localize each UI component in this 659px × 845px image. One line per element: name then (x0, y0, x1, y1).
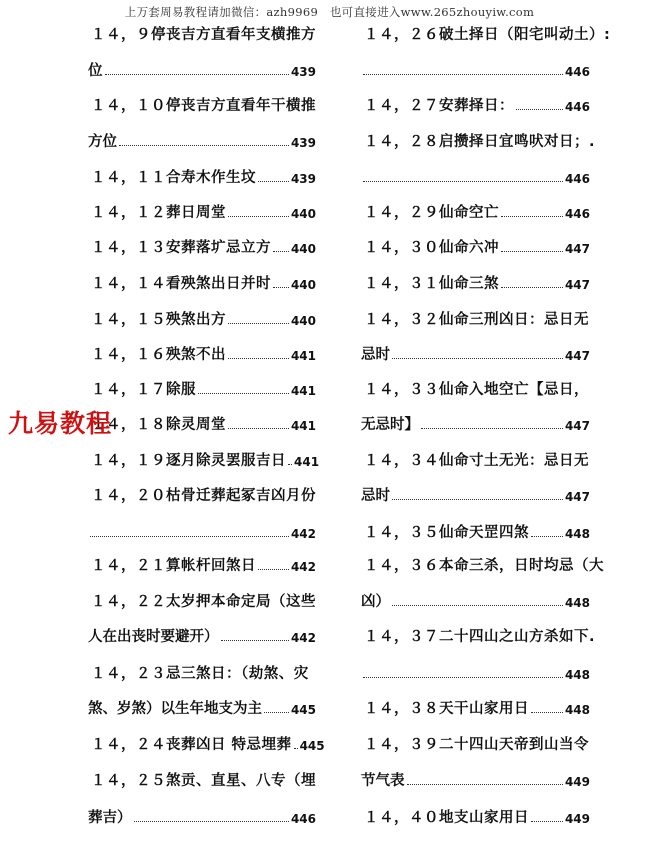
toc-entry-text: １４，２０枯骨迁葬起冢吉凶月份 (91, 488, 316, 504)
leader-dots (228, 216, 289, 217)
page-number: 448 (564, 668, 590, 682)
leader-dots (119, 145, 289, 146)
toc-entry-text: １４，３１仙命三煞 (364, 276, 499, 292)
toc-entry-text: １４，３６本命三杀，日时均忌（大 (364, 558, 604, 574)
toc-entry-text: １４，３３仙命入地空亡【忌日， (364, 382, 589, 398)
toc-line (361, 803, 590, 827)
page-number: 439 (290, 172, 316, 186)
leader-dots (228, 323, 289, 324)
toc-entry-text: 节气表 (361, 773, 405, 789)
page-number: 445 (299, 739, 325, 753)
watermark: 九易教程 (8, 409, 113, 438)
leader-dots (501, 216, 563, 217)
page-header: 上万套周易教程请加微信：azh9969 也可直接进入www.265zhouyiw.com (124, 5, 535, 19)
leader-dots (288, 464, 292, 465)
page-number: 439 (290, 136, 316, 150)
page-number: 442 (290, 560, 316, 574)
toc-line (88, 375, 316, 399)
toc-entry-text: １４，２４丧葬凶日 特忌埋葬 (91, 737, 292, 753)
page-number: 448 (564, 596, 590, 610)
leader-dots (501, 287, 563, 288)
page-number: 441 (290, 419, 316, 433)
toc-line (361, 91, 590, 115)
toc-entry-text: １４，２８启攒择日宜鸣吠对日；. (364, 134, 596, 150)
leader-dots (407, 784, 563, 785)
page-number: 446 (564, 172, 590, 186)
toc-entry-text: 葬吉） (88, 810, 132, 826)
toc-entry-text: 方位 (88, 134, 117, 150)
toc-entry-text: １４，４０地支山家用日 (364, 810, 529, 826)
toc-entry-text: １４，１３安葬落圹忌立方 (91, 240, 271, 256)
leader-dots (421, 428, 563, 429)
toc-line (88, 56, 316, 80)
toc-line (361, 659, 590, 683)
leader-dots (273, 287, 289, 288)
toc-line (361, 198, 590, 222)
page-number: 440 (290, 207, 316, 221)
toc-entry-text: １４，２６破土择日（阳宅叫动土）: (364, 27, 611, 43)
toc-entry-text: １４，３９二十四山天帝到山当令 (364, 737, 589, 753)
page-number: 447 (564, 349, 590, 363)
toc-line (361, 233, 590, 257)
toc-line (88, 305, 316, 329)
page-number: 440 (290, 314, 316, 328)
page-number: 442 (290, 631, 316, 645)
leader-dots (363, 677, 563, 678)
toc-entry-text: １４，１６殃煞不出 (91, 347, 226, 363)
toc-line (88, 587, 316, 611)
toc-entry-text: 忌时 (361, 347, 390, 363)
toc-line (361, 446, 590, 470)
page-number: 448 (564, 527, 590, 541)
toc-line (361, 730, 590, 754)
toc-line (88, 766, 316, 790)
toc-line (88, 198, 316, 222)
leader-dots (228, 358, 289, 359)
leader-dots (363, 181, 563, 182)
page-number: 447 (564, 242, 590, 256)
leader-dots (273, 251, 289, 252)
toc-entry-text: 凶） (361, 594, 390, 610)
toc-line (88, 233, 316, 257)
toc-entry-text: 位 (88, 63, 103, 79)
toc-entry-text: 无忌时】 (361, 417, 419, 433)
leader-dots (105, 74, 289, 75)
leader-dots (392, 499, 563, 500)
page-number: 446 (564, 65, 590, 79)
toc-line (361, 340, 590, 364)
toc-line (361, 518, 590, 542)
leader-dots (363, 74, 563, 75)
leader-dots (501, 251, 563, 252)
toc-line (88, 518, 316, 542)
page-number: 439 (290, 65, 316, 79)
leader-dots (392, 358, 563, 359)
toc-line (88, 269, 316, 293)
toc-line (88, 803, 316, 827)
toc-line (361, 766, 590, 790)
leader-dots (516, 109, 563, 110)
toc-line (88, 694, 316, 718)
toc-line (88, 551, 316, 575)
page-number: 441 (290, 384, 316, 398)
toc-line (88, 163, 316, 187)
toc-entry-text: １４，３８天干山家用日 (364, 701, 529, 717)
leader-dots (258, 181, 289, 182)
leader-dots (531, 712, 563, 713)
toc-line (361, 622, 596, 646)
toc-entry-text: １４，２２太岁押本命定局（这些 (91, 594, 316, 610)
toc-line (88, 20, 316, 44)
toc-entry-text: １４，１８除灵周堂 (91, 417, 226, 433)
toc-line (361, 20, 611, 44)
toc-entry-text: １４，１７除服 (91, 382, 196, 398)
toc-entry-text: １４，３０仙命六冲 (364, 240, 499, 256)
toc-entry-text: １４，２７安葬择日： (364, 98, 514, 114)
toc-line (361, 56, 590, 80)
toc-line (361, 305, 590, 329)
toc-line (361, 694, 590, 718)
toc-entry-text: １４，３２仙命三刑凶日：忌日无 (364, 312, 589, 328)
page-number: 445 (290, 703, 316, 717)
toc-line (88, 481, 316, 505)
toc-line (361, 375, 590, 399)
leader-dots (258, 569, 289, 570)
toc-entry-text: 忌时 (361, 488, 390, 504)
toc-line (88, 659, 316, 683)
toc-line (361, 163, 590, 187)
leader-dots (392, 605, 563, 606)
page-number: 447 (564, 278, 590, 292)
toc-line (88, 622, 316, 646)
leader-dots (264, 712, 289, 713)
toc-entry-text: １４，９停丧吉方直看年支横推方 (91, 27, 316, 43)
toc-line (88, 91, 316, 115)
page-number: 441 (290, 349, 316, 363)
toc-line (88, 730, 325, 754)
page-number: 446 (564, 100, 590, 114)
toc-entry-text: １４，１９逐月除灵罢服吉日 (91, 453, 286, 469)
toc-line (361, 587, 590, 611)
page-number: 442 (290, 527, 316, 541)
page-number: 449 (564, 775, 590, 789)
toc-entry-text: １４，２３忌三煞日：（劫煞、灾 (91, 666, 309, 682)
page-number: 447 (564, 419, 590, 433)
toc-line (361, 410, 590, 434)
toc-line (361, 127, 596, 151)
toc-entry-text: １４，１５殃煞出方 (91, 312, 226, 328)
page-number: 441 (294, 455, 320, 469)
page-number: 440 (290, 242, 316, 256)
toc-entry-text: １４，１０停丧吉方直看年干横推 (91, 98, 316, 114)
toc-entry-text: １４，１１合寿木作生坟 (91, 170, 256, 186)
leader-dots (228, 428, 289, 429)
toc-entry-text: １４，２５煞贡、直星、八专（埋 (91, 773, 316, 789)
page-number: 448 (564, 703, 590, 717)
toc-entry-text: 煞、岁煞）以生年地支为主 (88, 701, 262, 717)
page-number: 446 (564, 207, 590, 221)
toc-line (88, 127, 316, 151)
page-number: 446 (290, 812, 316, 826)
toc-entry-text: １４，２９仙命空亡 (364, 205, 499, 221)
toc-entry-text: １４，２１算帐杆回煞日 (91, 558, 256, 574)
leader-dots (198, 393, 289, 394)
toc-entry-text: １４，３５仙命天罡四煞 (364, 525, 529, 541)
toc-line (88, 446, 320, 470)
toc-entry-text: １４，１４看殃煞出日并时 (91, 276, 271, 292)
toc-entry-text: 人在出丧时要避开） (88, 629, 219, 645)
leader-dots (531, 821, 563, 822)
page-number: 440 (290, 278, 316, 292)
toc-entry-text: １４，１２葬日周堂 (91, 205, 226, 221)
leader-dots (134, 821, 289, 822)
toc-line (88, 340, 316, 364)
toc-line (361, 269, 590, 293)
toc-entry-text: １４，３７二十四山之山方杀如下. (364, 629, 596, 645)
toc-line (88, 410, 316, 434)
leader-dots (221, 640, 289, 641)
leader-dots (294, 748, 298, 749)
leader-dots (90, 536, 289, 537)
toc-line (361, 551, 604, 575)
leader-dots (531, 536, 563, 537)
toc-entry-text: １４，３４仙命寸土无光：忌日无 (364, 453, 589, 469)
toc-line (361, 481, 590, 505)
page-number: 449 (564, 812, 590, 826)
page-number: 447 (564, 490, 590, 504)
